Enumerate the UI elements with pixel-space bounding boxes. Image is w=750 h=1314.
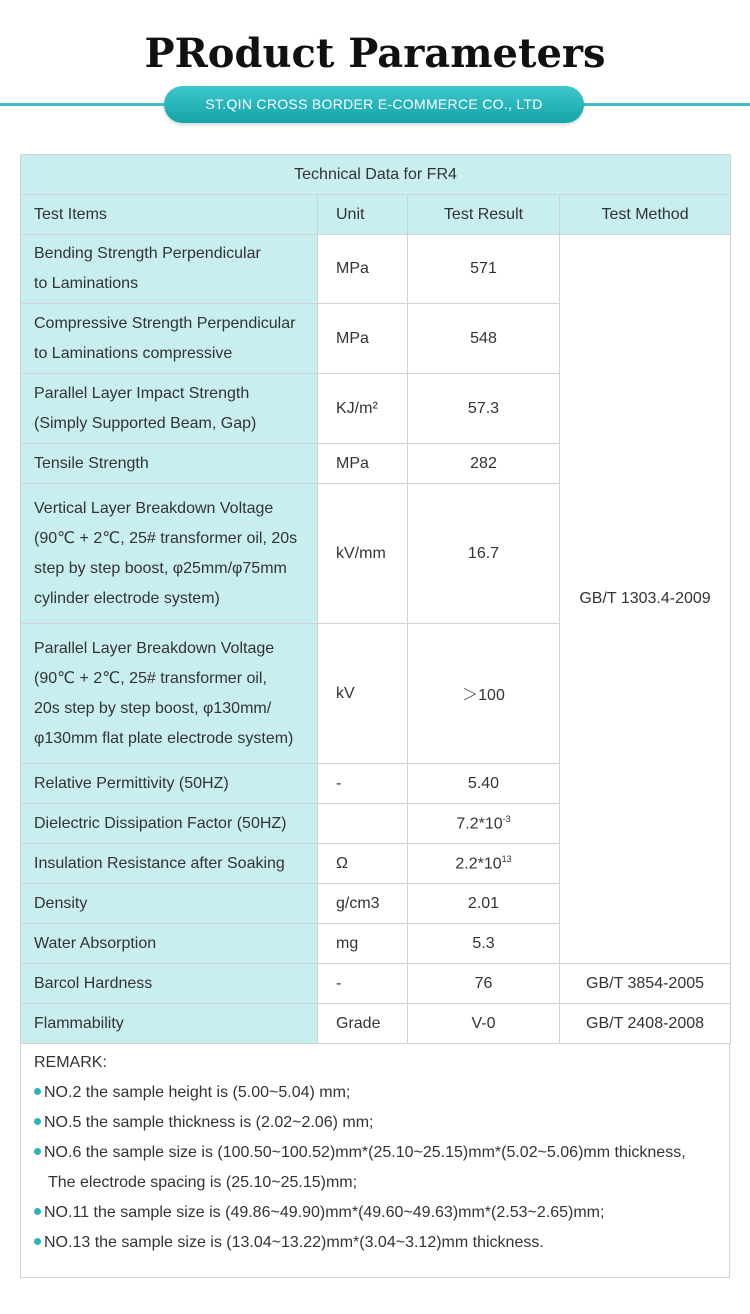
- test-item-line: Dielectric Dissipation Factor (50HZ): [34, 814, 287, 832]
- remark-line: [34, 1144, 686, 1162]
- test-item-cell: [21, 484, 318, 624]
- result-cell: [408, 844, 560, 884]
- result-cell: [408, 374, 560, 444]
- remarks-box: [20, 1044, 730, 1278]
- remark-line: [34, 1204, 604, 1222]
- bullet-dot-icon: [34, 1088, 41, 1095]
- result-value: 5.3: [472, 934, 495, 952]
- test-item-line: Water Absorption: [34, 934, 157, 952]
- test-item-line: Barcol Hardness: [34, 974, 153, 992]
- unit-cell: mg: [318, 924, 408, 964]
- test-item-cell: [21, 884, 318, 924]
- test-item-line: Relative Permittivity (50HZ): [34, 774, 229, 792]
- test-item-line: Density: [34, 894, 88, 912]
- test-item-line: (90℃ + 2℃, 25# transformer oil,: [34, 669, 267, 687]
- bullet-dot-icon: [34, 1148, 41, 1155]
- result-value: 571: [470, 260, 497, 277]
- test-item-cell: [21, 764, 318, 804]
- test-item-line: (Simply Supported Beam, Gap): [34, 414, 257, 432]
- test-item-line: Parallel Layer Impact Strength: [34, 384, 250, 402]
- result-value: 548: [470, 329, 497, 347]
- test-item-line: Flammability: [34, 1014, 124, 1032]
- result-value: 16.7: [467, 544, 500, 562]
- test-item-line: Parallel Layer Breakdown Voltage: [34, 639, 275, 657]
- table-row: [21, 235, 731, 304]
- test-method-shared: GB/T 1303.4-2009: [560, 235, 731, 964]
- result-cell: [408, 624, 560, 764]
- result-value: 76: [474, 974, 493, 992]
- result-value: 5.40: [467, 774, 500, 792]
- technical-data-table: [20, 154, 731, 1044]
- result-cell: [408, 884, 560, 924]
- unit-cell: Ω: [318, 844, 408, 884]
- unit-cell: -: [318, 964, 408, 1004]
- remark-line: [34, 1114, 373, 1132]
- col-header-test-result: Test Result: [408, 195, 560, 235]
- result-value: 2.2*10: [455, 855, 502, 873]
- test-item-cell: [21, 964, 318, 1004]
- remark-text: NO.5 the sample thickness is (2.02~2.06) mm;: [44, 1114, 374, 1131]
- remark-text: NO.2 the sample height is (5.00~5.04) mm;: [44, 1084, 351, 1101]
- table-row: [21, 1004, 731, 1044]
- remarks-title: REMARK:: [34, 1054, 107, 1071]
- remark-line: [34, 1084, 350, 1102]
- result-cell: [408, 804, 560, 844]
- remark-text: NO.13 the sample size is (13.04~13.22)mm*(3.04~3.12)mm thickness.: [44, 1234, 544, 1251]
- result-cell: [408, 764, 560, 804]
- test-item-cell: [21, 924, 318, 964]
- result-exponent: -3: [502, 813, 511, 824]
- test-item-line: Tensile Strength: [34, 454, 149, 472]
- unit-cell: [318, 804, 408, 844]
- test-item-line: 20s step by step boost, φ130mm/: [34, 699, 272, 717]
- test-item-line: step by step boost, φ25mm/φ75mm: [34, 559, 287, 577]
- result-cell: [408, 444, 560, 484]
- test-method-cell: GB/T 3854-2005: [560, 964, 731, 1004]
- test-item-line: Insulation Resistance after Soaking: [34, 854, 285, 872]
- result-exponent: 13: [501, 853, 512, 864]
- unit-cell: kV: [318, 624, 408, 764]
- test-item-line: to Laminations: [34, 275, 139, 292]
- unit-cell: -: [318, 764, 408, 804]
- bullet-dot-icon: [34, 1208, 41, 1215]
- unit-cell: MPa: [318, 304, 408, 374]
- test-item-line: Vertical Layer Breakdown Voltage: [34, 499, 274, 517]
- remark-line: [48, 1174, 357, 1192]
- unit-cell: KJ/m²: [318, 374, 408, 444]
- test-item-line: Compressive Strength Perpendicular: [34, 314, 296, 332]
- unit-cell: g/cm3: [318, 884, 408, 924]
- unit-cell: MPa: [318, 235, 408, 304]
- test-item-line: cylinder electrode system): [34, 589, 220, 607]
- test-item-line: Bending Strength Perpendicular: [34, 245, 261, 262]
- result-value: 57.3: [467, 399, 500, 417]
- test-item-cell: [21, 804, 318, 844]
- remark-line: [34, 1234, 544, 1252]
- result-cell: [408, 484, 560, 624]
- result-cell: [408, 924, 560, 964]
- result-cell: [408, 304, 560, 374]
- test-item-cell: [21, 844, 318, 884]
- unit-cell: MPa: [318, 444, 408, 484]
- remark-text: The electrode spacing is (25.10~25.15)mm;: [48, 1174, 358, 1191]
- test-item-cell: [21, 304, 318, 374]
- col-header-unit: Unit: [318, 195, 408, 235]
- test-item-cell: [21, 1004, 318, 1044]
- unit-cell: Grade: [318, 1004, 408, 1044]
- table-row: [21, 964, 731, 1004]
- unit-cell: kV/mm: [318, 484, 408, 624]
- table-caption: Technical Data for FR4: [21, 155, 731, 195]
- page-title: PRoduct Parameters: [144, 30, 606, 77]
- result-cell: [408, 1004, 560, 1044]
- test-item-line: to Laminations compressive: [34, 344, 233, 362]
- test-item-cell: [21, 624, 318, 764]
- result-value: 282: [470, 454, 497, 472]
- table-caption-row: [21, 155, 731, 195]
- remark-text: NO.6 the sample size is (100.50~100.52)mm*(25.10~25.15)mm*(5.02~5.06)mm thickness,: [44, 1144, 686, 1161]
- bullet-dot-icon: [34, 1118, 41, 1125]
- company-banner: ST.QIN CROSS BORDER E-COMMERCE CO., LTD: [164, 86, 584, 123]
- test-item-cell: [21, 444, 318, 484]
- test-item-line: (90℃ + 2℃, 25# transformer oil, 20s: [34, 529, 298, 547]
- result-cell: [408, 964, 560, 1004]
- result-value: 2.01: [467, 894, 500, 912]
- test-item-cell: [21, 235, 318, 304]
- remark-text: NO.11 the sample size is (49.86~49.90)mm*(49.60~49.63)mm*(2.53~2.65)mm;: [44, 1204, 605, 1221]
- col-header-test-items: Test Items: [21, 195, 318, 235]
- test-method-cell: GB/T 2408-2008: [560, 1004, 731, 1044]
- test-item-cell: [21, 374, 318, 444]
- title-rule-left: [0, 103, 170, 106]
- result-cell: [408, 235, 560, 304]
- result-value: ＞100: [462, 687, 505, 704]
- col-header-test-method: Test Method: [560, 195, 731, 235]
- title-rule-right: [578, 103, 750, 106]
- table-header-row: [21, 195, 731, 235]
- result-value: V-0: [471, 1014, 496, 1032]
- bullet-dot-icon: [34, 1238, 41, 1245]
- result-value: 7.2*10: [456, 815, 503, 833]
- test-item-line: φ130mm flat plate electrode system): [34, 729, 294, 747]
